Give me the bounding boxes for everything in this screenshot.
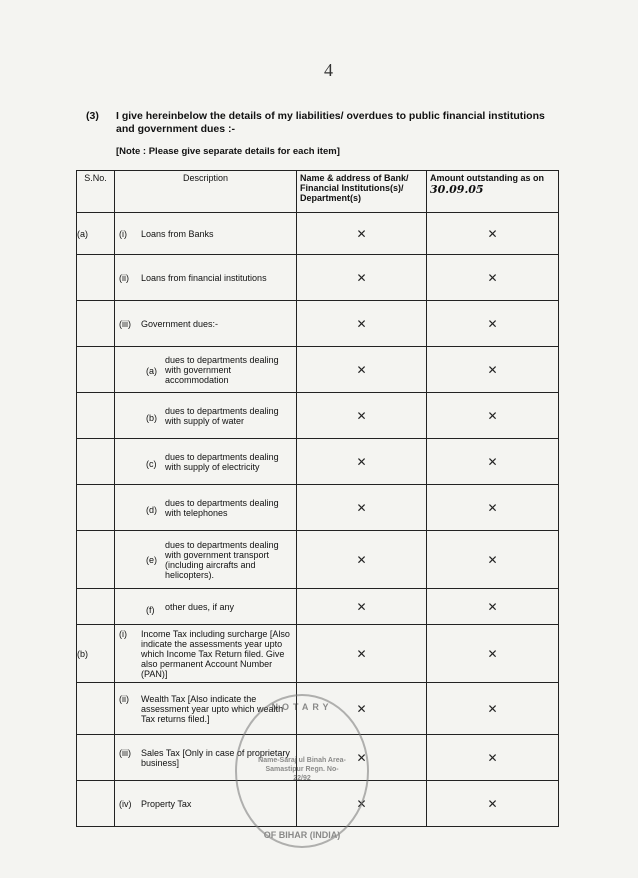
row-amount-cross: ✕: [427, 625, 559, 683]
row-name-cross: ✕: [297, 589, 427, 625]
row-name-cross: ✕: [297, 255, 427, 301]
table-row: [77, 439, 559, 485]
row-amount-cross: ✕: [427, 439, 559, 485]
row-name-cross: ✕: [297, 439, 427, 485]
row-text: Government dues:-: [141, 318, 219, 329]
row-roman: (ii): [119, 693, 129, 704]
header-name: Name & address of Bank/ Financial Institutions(s)/ Department(s): [297, 171, 427, 213]
row-name-cross: ✕: [297, 213, 427, 255]
row-name-cross: ✕: [297, 301, 427, 347]
row-roman: (ii): [119, 272, 129, 283]
row-sno: [77, 301, 115, 347]
row-text: Sales Tax [Only in case of proprietary business]: [141, 747, 290, 768]
row-letter: (e): [146, 555, 157, 566]
row-text: dues to departments dealing with telephones: [165, 497, 279, 518]
section-number: (3): [86, 110, 99, 122]
stamp-middle-text: Name-Saraj ul Binah Area- Samastipur Regn. No- 22/92: [258, 757, 346, 782]
table-row: [77, 393, 559, 439]
row-text: Property Tax: [141, 798, 192, 809]
row-sno: (b): [77, 625, 115, 683]
notary-stamp: [235, 694, 369, 848]
row-letter: (d): [146, 505, 157, 516]
header-amount-prefix: Amount outstanding as on: [430, 173, 544, 183]
row-sno: [77, 393, 115, 439]
header-sno: S.No.: [77, 171, 115, 213]
row-roman: (iii): [119, 318, 131, 329]
row-amount-cross: ✕: [427, 485, 559, 531]
header-description: Description: [115, 171, 297, 213]
row-sno: [77, 439, 115, 485]
row-description: [115, 393, 297, 439]
row-sno: [77, 683, 115, 735]
table-row: [77, 589, 559, 625]
row-text: dues to departments dealing with supply of electricity: [165, 451, 279, 472]
row-letter: (c): [146, 459, 157, 470]
table-row: [77, 531, 559, 589]
table-row: [77, 625, 559, 683]
row-letter: (b): [146, 413, 157, 424]
stamp-bottom-text: OF BIHAR (INDIA): [263, 830, 341, 840]
row-description: [115, 439, 297, 485]
row-name-cross: ✕: [297, 781, 427, 827]
row-sno: [77, 255, 115, 301]
row-amount-cross: ✕: [427, 213, 559, 255]
row-description: [115, 213, 297, 255]
row-name-cross: ✕: [297, 625, 427, 683]
row-sno: (a): [77, 213, 115, 255]
row-letter: (a): [146, 366, 157, 377]
section-note: [Note : Please give separate details for each item]: [116, 146, 340, 157]
row-description: [115, 589, 297, 625]
row-sno: [77, 485, 115, 531]
page-number: 4: [324, 60, 333, 80]
row-roman: (iv): [119, 798, 132, 809]
row-roman: (i): [119, 628, 127, 639]
table-row: [77, 213, 559, 255]
row-text: dues to departments dealing with supply of water: [165, 405, 279, 426]
table-row: [77, 485, 559, 531]
section-intro-text: I give hereinbelow the details of my liabilities/ overdues to public financial institutions and government dues :-: [116, 110, 545, 135]
row-text: Wealth Tax [Also indicate the assessment year upto which wealth Tax returns filed.]: [141, 693, 284, 724]
row-text: other dues, if any: [165, 601, 235, 612]
row-name-cross: ✕: [297, 735, 427, 781]
row-amount-cross: ✕: [427, 735, 559, 781]
row-sno: [77, 589, 115, 625]
table-header-row: [77, 171, 559, 213]
row-sno: [77, 531, 115, 589]
row-name-cross: ✕: [297, 531, 427, 589]
row-description: [115, 625, 297, 683]
row-text: dues to departments dealing with government accommodation: [165, 354, 279, 385]
row-amount-cross: ✕: [427, 255, 559, 301]
table-row: [77, 255, 559, 301]
table-row: [77, 301, 559, 347]
row-name-cross: ✕: [297, 485, 427, 531]
row-amount-cross: ✕: [427, 531, 559, 589]
row-text: Loans from financial institutions: [141, 272, 267, 283]
row-roman: (iii): [119, 747, 131, 758]
row-amount-cross: ✕: [427, 301, 559, 347]
row-amount-cross: ✕: [427, 683, 559, 735]
table-row: [77, 347, 559, 393]
row-description: [115, 347, 297, 393]
row-text: dues to departments dealing with government transport (including aircrafts and helicopters).: [165, 539, 279, 580]
row-text: Income Tax including surcharge [Also indicate the assessments year upto which Income Tax Return filed. Give also permanent Account Number (PAN)]: [141, 628, 290, 679]
header-amount: [427, 171, 559, 213]
stamp-top-text: NOTARY: [271, 702, 333, 712]
header-amount-date: 30.09.05: [430, 183, 484, 196]
row-description: [115, 485, 297, 531]
row-amount-cross: ✕: [427, 347, 559, 393]
row-letter: (f): [146, 605, 155, 616]
row-sno: [77, 781, 115, 827]
row-name-cross: ✕: [297, 683, 427, 735]
row-description: [115, 531, 297, 589]
row-amount-cross: ✕: [427, 393, 559, 439]
row-sno: [77, 347, 115, 393]
row-name-cross: ✕: [297, 393, 427, 439]
row-description: [115, 301, 297, 347]
row-text: Loans from Banks: [141, 228, 214, 239]
row-description: [115, 255, 297, 301]
row-sno: [77, 735, 115, 781]
row-name-cross: ✕: [297, 347, 427, 393]
row-roman: (i): [119, 228, 127, 239]
row-amount-cross: ✕: [427, 589, 559, 625]
row-amount-cross: ✕: [427, 781, 559, 827]
